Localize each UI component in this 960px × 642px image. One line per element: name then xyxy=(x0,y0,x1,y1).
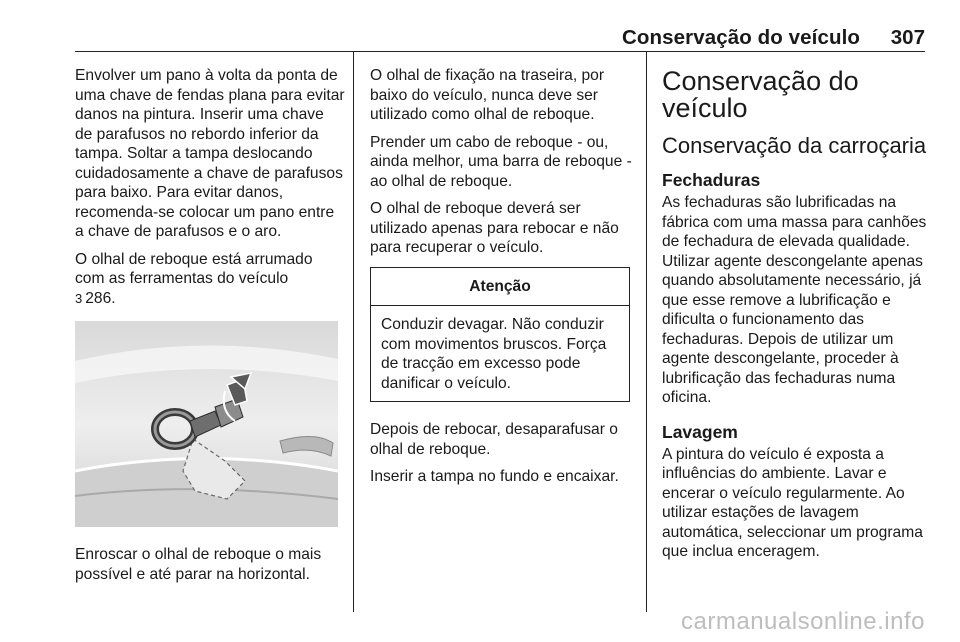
warning-title: Atenção xyxy=(371,268,629,307)
towing-eye-illustration xyxy=(75,321,338,527)
page-reference[interactable]: 286. xyxy=(85,289,116,307)
paragraph-cover-removal: Envolver um pano à volta da ponta de uma chave de fendas plana para evitar danos na pintura. Inserir uma chave de parafusos no rebordo inferior da tampa. Soltar a tampa deslocando cuidadosamente a chave de parafusos para baixo. Para evitar danos, recomenda-se colocar um pano entre a chave de parafusos e o aro. xyxy=(75,67,345,240)
header-divider xyxy=(75,51,925,52)
washing-heading: Lavagem xyxy=(662,421,738,442)
arrow-reference-icon: 3 xyxy=(75,290,83,306)
towing-eye-drawing xyxy=(75,321,338,527)
paragraph-attach-cable: Prender um cabo de reboque - ou, ainda melhor, uma barra de reboque - ao olhal de reboque. xyxy=(370,133,632,190)
page-header-title: Conservação do veículo xyxy=(621,26,860,49)
figure-caption: Enroscar o olhal de reboque o mais possível e até parar na horizontal. xyxy=(75,546,322,583)
locks-text: As fechaduras são lubrificadas na fábrica com uma massa para canhões de fechadura de elevada qualidade. Utilizar agente descongelante apenas quando absolutamente necessário, já que esse remove a lubrificação e dificulta o funcionamento das fechaduras. Depois de utilizar um agente descongelante, proceder à lubrificação das fechaduras numa oficina. xyxy=(662,194,927,406)
column-divider-1 xyxy=(353,52,354,612)
locks-heading: Fechaduras xyxy=(662,170,761,190)
washing-text: A pintura do veículo é exposta a influências do ambiente. Lavar e encerar o veículo regularmente. Ao utilizar estações de lavagem automática, seleccionar um programa que inclua enceragem. xyxy=(662,445,923,560)
paragraph-insert-cover: Inserir a tampa no fundo e encaixar. xyxy=(370,468,619,485)
section-title: Conservação do veículo xyxy=(662,66,859,123)
subsection-title: Conservação da carroçaria xyxy=(662,133,927,158)
paragraph-rear-eye-warning: O olhal de fixação na traseira, por baixo do veículo, nunca deve ser utilizado como olhal de reboque. xyxy=(370,67,605,123)
paragraph-unscrew-eye: Depois de rebocar, desaparafusar o olhal de reboque. xyxy=(370,421,618,458)
column-2 xyxy=(370,66,635,495)
column-divider-2 xyxy=(646,52,647,612)
warning-body: Conduzir devagar. Não conduzir com movimentos bruscos. Força de tracção em excesso pode danificar o veículo. xyxy=(381,316,607,392)
column-3 xyxy=(662,68,932,570)
column-1 xyxy=(75,66,345,592)
towing-eye-storage-text: O olhal de reboque está arrumado com as ferramentas do veículo xyxy=(75,250,313,287)
paragraph-towing-eye-storage xyxy=(75,250,345,309)
warning-box xyxy=(370,267,630,403)
page-number: 307 xyxy=(890,26,925,49)
paragraph-towing-only: O olhal de reboque deverá ser utilizado apenas para rebocar e não para recuperar o veículo. xyxy=(370,200,619,256)
watermark: carmanualsonline.info xyxy=(681,608,925,635)
